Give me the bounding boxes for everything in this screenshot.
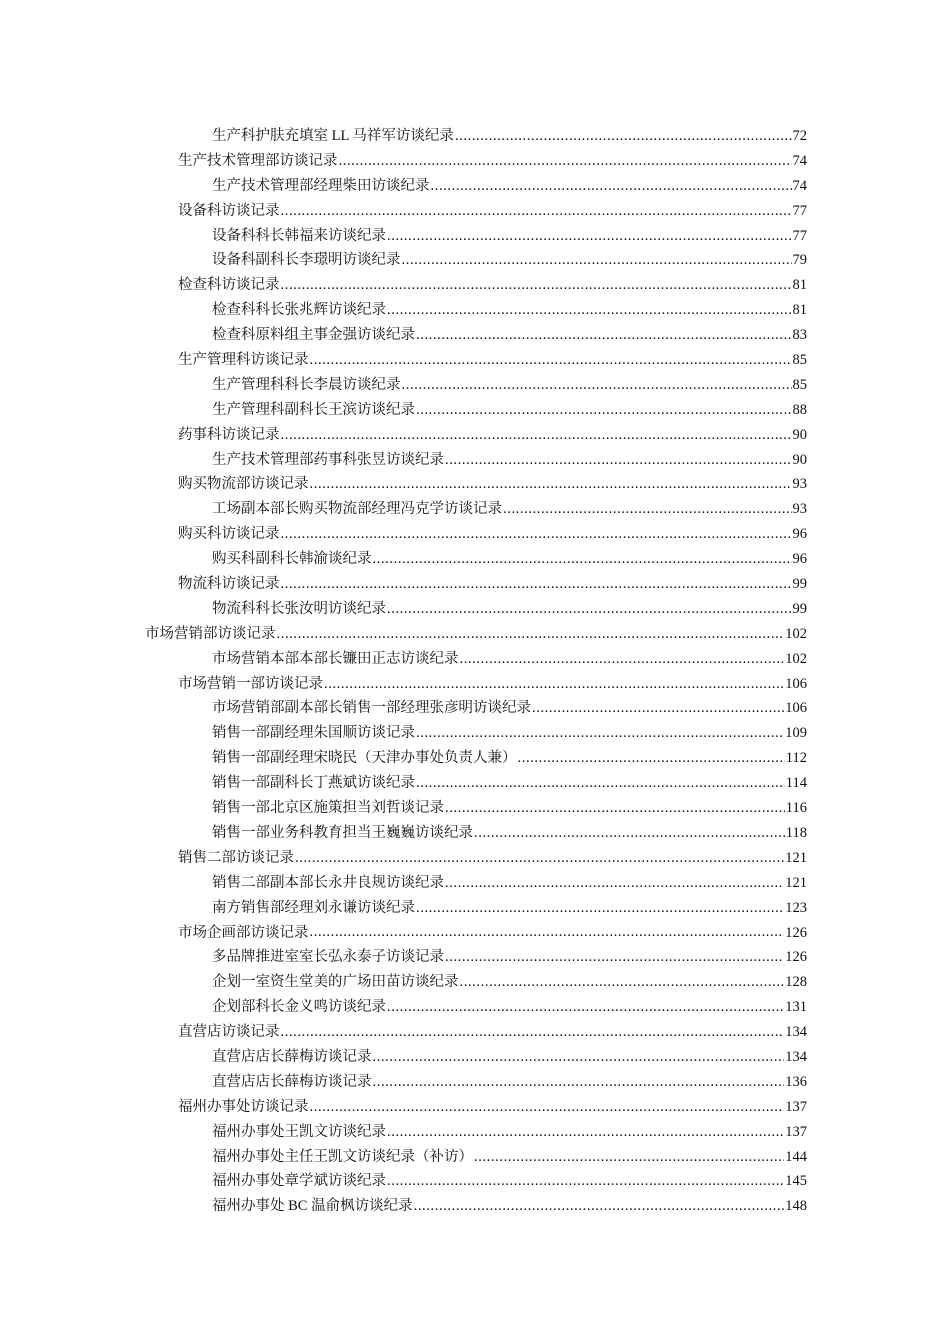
toc-dot-leader bbox=[281, 273, 792, 298]
toc-entry-page-number: 102 bbox=[785, 625, 807, 642]
toc-entry-title: 多品牌推进室室长弘永泰子访谈记录 bbox=[212, 949, 444, 966]
toc-entry[interactable] bbox=[212, 448, 807, 473]
toc-entry[interactable] bbox=[212, 1120, 807, 1145]
toc-entry-title: 销售一部副科长丁燕斌访谈纪录 bbox=[212, 775, 415, 792]
toc-dot-leader bbox=[414, 1194, 785, 1219]
toc-entry-page-number: 77 bbox=[792, 202, 807, 219]
toc-entry-title: 设备科副科长李璟明访谈纪录 bbox=[212, 252, 401, 269]
toc-dot-leader bbox=[339, 149, 792, 174]
toc-entry[interactable] bbox=[212, 124, 807, 149]
toc-entry[interactable] bbox=[145, 622, 807, 647]
toc-dot-leader bbox=[387, 995, 784, 1020]
toc-entry-title: 销售一部副经理朱国顺访谈记录 bbox=[212, 725, 415, 742]
toc-entry[interactable] bbox=[178, 348, 807, 373]
toc-entry[interactable] bbox=[212, 1070, 807, 1095]
toc-dot-leader bbox=[416, 721, 784, 746]
toc-entry-title: 检查科访谈记录 bbox=[178, 277, 280, 294]
toc-entry-title: 福州办事处访谈记录 bbox=[178, 1098, 309, 1115]
toc-dot-leader bbox=[281, 1020, 785, 1045]
toc-entry-title: 工场副本部长购买物流部经理冯克学访谈记录 bbox=[212, 501, 502, 518]
toc-entry-title: 生产管理科访谈记录 bbox=[178, 352, 309, 369]
toc-entry-page-number: 126 bbox=[785, 949, 807, 966]
toc-entry-title: 生产技术管理部经理柴田访谈纪录 bbox=[212, 177, 430, 194]
toc-entry-title: 福州办事处章学斌访谈纪录 bbox=[212, 1173, 386, 1190]
toc-entry[interactable] bbox=[212, 1169, 807, 1194]
toc-entry-title: 市场营销一部访谈记录 bbox=[178, 675, 323, 692]
toc-entry-page-number: 134 bbox=[785, 1024, 807, 1041]
toc-dot-leader bbox=[402, 373, 792, 398]
toc-entry-page-number: 81 bbox=[792, 277, 807, 294]
toc-entry-page-number: 93 bbox=[792, 501, 807, 518]
toc-entry[interactable] bbox=[212, 896, 807, 921]
toc-dot-leader bbox=[387, 298, 792, 323]
toc-entry[interactable] bbox=[212, 771, 807, 796]
toc-dot-leader bbox=[455, 124, 792, 149]
toc-entry-title: 销售二部副本部长永井良规访谈纪录 bbox=[212, 874, 444, 891]
table-of-contents bbox=[0, 124, 950, 1219]
toc-entry-title: 福州办事处 BC 温俞枫访谈纪录 bbox=[212, 1198, 413, 1215]
toc-entry-title: 检查科科长张兆辉访谈纪录 bbox=[212, 302, 386, 319]
toc-entry-page-number: 99 bbox=[792, 576, 807, 593]
toc-entry-title: 直营店访谈记录 bbox=[178, 1024, 280, 1041]
toc-entry-page-number: 137 bbox=[785, 1098, 807, 1115]
toc-entry[interactable] bbox=[178, 672, 807, 697]
toc-entry-title: 企划部科长金义鸣访谈纪录 bbox=[212, 999, 386, 1016]
toc-entry-title: 生产管理科科长李晨访谈纪录 bbox=[212, 376, 401, 393]
toc-entry-page-number: 118 bbox=[785, 824, 807, 841]
toc-entry-page-number: 116 bbox=[785, 800, 807, 817]
toc-entry-title: 物流科访谈记录 bbox=[178, 576, 280, 593]
toc-dot-leader bbox=[445, 945, 784, 970]
toc-entry-page-number: 85 bbox=[792, 376, 807, 393]
toc-entry-title: 生产管理科副科长王滨访谈纪录 bbox=[212, 401, 415, 418]
toc-entry-title: 福州办事处王凯文访谈纪录 bbox=[212, 1123, 386, 1140]
toc-dot-leader bbox=[460, 970, 785, 995]
toc-entry-title: 市场营销本部本部长镰田正志访谈纪录 bbox=[212, 650, 459, 667]
toc-entry[interactable] bbox=[212, 323, 807, 348]
toc-entry-page-number: 112 bbox=[785, 750, 807, 767]
toc-entry-page-number: 148 bbox=[785, 1198, 807, 1215]
toc-entry-page-number: 90 bbox=[792, 451, 807, 468]
toc-entry[interactable] bbox=[212, 970, 807, 995]
toc-entry[interactable] bbox=[212, 945, 807, 970]
toc-dot-leader bbox=[310, 348, 792, 373]
toc-entry-page-number: 131 bbox=[785, 999, 807, 1016]
toc-entry-title: 设备科科长韩福来访谈纪录 bbox=[212, 227, 386, 244]
toc-entry-page-number: 74 bbox=[792, 152, 807, 169]
toc-entry-page-number: 99 bbox=[792, 600, 807, 617]
toc-dot-leader bbox=[416, 771, 785, 796]
toc-entry-title: 市场企画部访谈记录 bbox=[178, 924, 309, 941]
toc-dot-leader bbox=[402, 248, 792, 273]
toc-dot-leader bbox=[416, 896, 784, 921]
toc-entry-title: 销售一部北京区施策担当刘哲谈记录 bbox=[212, 800, 444, 817]
toc-entry-page-number: 134 bbox=[785, 1048, 807, 1065]
toc-entry-page-number: 121 bbox=[785, 874, 807, 891]
toc-entry[interactable] bbox=[212, 821, 807, 846]
toc-entry[interactable] bbox=[212, 995, 807, 1020]
toc-entry-title: 销售二部访谈记录 bbox=[178, 849, 294, 866]
toc-entry[interactable] bbox=[178, 1020, 807, 1045]
toc-entry-title: 生产科护肤充填室 LL 马祥军访谈纪录 bbox=[212, 128, 454, 144]
toc-entry-title: 药事科访谈记录 bbox=[178, 426, 280, 443]
toc-entry-page-number: 106 bbox=[785, 675, 807, 692]
toc-dot-leader bbox=[532, 696, 784, 721]
toc-entry[interactable] bbox=[212, 597, 807, 622]
toc-entry[interactable] bbox=[212, 871, 807, 896]
toc-entry-page-number: 77 bbox=[792, 227, 807, 244]
toc-dot-leader bbox=[416, 398, 792, 423]
toc-entry-title: 检查科原料组主事金强访谈纪录 bbox=[212, 327, 415, 344]
toc-dot-leader bbox=[281, 572, 792, 597]
toc-dot-leader bbox=[518, 746, 785, 771]
toc-entry-page-number: 136 bbox=[785, 1073, 807, 1090]
toc-entry[interactable] bbox=[212, 647, 807, 672]
toc-entry-page-number: 93 bbox=[792, 476, 807, 493]
toc-dot-leader bbox=[445, 871, 784, 896]
toc-dot-leader bbox=[373, 1070, 785, 1095]
toc-entry-page-number: 79 bbox=[792, 252, 807, 269]
toc-dot-leader bbox=[387, 1169, 784, 1194]
toc-entry[interactable] bbox=[212, 1194, 807, 1219]
toc-entry-page-number: 96 bbox=[792, 526, 807, 543]
toc-dot-leader bbox=[310, 1095, 785, 1120]
toc-entry-page-number: 123 bbox=[785, 899, 807, 916]
toc-dot-leader bbox=[281, 199, 792, 224]
toc-dot-leader bbox=[460, 647, 785, 672]
toc-entry-page-number: 88 bbox=[792, 401, 807, 418]
toc-entry-title: 直营店店长薛梅访谈记录 bbox=[212, 1048, 372, 1065]
toc-entry-page-number: 106 bbox=[785, 700, 807, 717]
toc-entry[interactable] bbox=[178, 423, 807, 448]
toc-entry-title: 南方销售部经理刘永谦访谈纪录 bbox=[212, 899, 415, 916]
toc-dot-leader bbox=[387, 224, 792, 249]
toc-dot-leader bbox=[310, 472, 792, 497]
toc-entry-title: 购买科副科长韩渝谈纪录 bbox=[212, 551, 372, 568]
toc-entry-title: 销售一部业务科教育担当王巍巍访谈纪录 bbox=[212, 824, 473, 841]
toc-dot-leader bbox=[281, 423, 792, 448]
toc-entry-page-number: 102 bbox=[785, 650, 807, 667]
toc-entry[interactable] bbox=[178, 572, 807, 597]
toc-entry[interactable] bbox=[178, 921, 807, 946]
toc-dot-leader bbox=[431, 174, 792, 199]
toc-entry[interactable] bbox=[212, 746, 807, 771]
toc-entry[interactable] bbox=[212, 248, 807, 273]
toc-entry[interactable] bbox=[212, 696, 807, 721]
toc-dot-leader bbox=[387, 597, 792, 622]
toc-dot-leader bbox=[474, 1145, 784, 1170]
toc-dot-leader bbox=[295, 846, 784, 871]
toc-entry[interactable] bbox=[178, 149, 807, 174]
toc-entry[interactable] bbox=[212, 373, 807, 398]
toc-entry-page-number: 72 bbox=[792, 128, 807, 144]
toc-entry[interactable] bbox=[212, 174, 807, 199]
toc-entry-title: 生产技术管理部药事科张昱访谈纪录 bbox=[212, 451, 444, 468]
toc-entry-page-number: 74 bbox=[792, 177, 807, 194]
toc-entry[interactable] bbox=[178, 1095, 807, 1120]
toc-entry-page-number: 85 bbox=[792, 352, 807, 369]
toc-entry-title: 市场营销部访谈记录 bbox=[145, 625, 276, 642]
toc-entry-page-number: 137 bbox=[785, 1123, 807, 1140]
toc-entry-title: 市场营销部副本部长销售一部经理张彦明访谈纪录 bbox=[212, 700, 531, 717]
toc-entry[interactable] bbox=[212, 796, 807, 821]
toc-dot-leader bbox=[445, 448, 792, 473]
toc-entry-title: 销售一部副经理宋晓民（天津办事处负责人兼） bbox=[212, 750, 517, 767]
toc-dot-leader bbox=[445, 796, 785, 821]
toc-entry-page-number: 121 bbox=[785, 849, 807, 866]
toc-entry-title: 物流科科长张汝明访谈纪录 bbox=[212, 600, 386, 617]
toc-entry-title: 购买物流部访谈记录 bbox=[178, 476, 309, 493]
toc-entry-page-number: 96 bbox=[792, 551, 807, 568]
toc-entry-title: 生产技术管理部访谈记录 bbox=[178, 152, 338, 169]
toc-dot-leader bbox=[373, 547, 792, 572]
toc-entry-title: 购买科访谈记录 bbox=[178, 526, 280, 543]
toc-entry-page-number: 90 bbox=[792, 426, 807, 443]
toc-entry-page-number: 144 bbox=[785, 1148, 807, 1165]
toc-dot-leader bbox=[503, 497, 792, 522]
toc-entry[interactable] bbox=[178, 522, 807, 547]
toc-dot-leader bbox=[324, 672, 784, 697]
toc-dot-leader bbox=[373, 1045, 785, 1070]
toc-entry[interactable] bbox=[178, 199, 807, 224]
toc-entry-title: 企划一室资生堂美的广场田苗访谈纪录 bbox=[212, 974, 459, 991]
toc-entry-title: 福州办事处主任王凯文访谈纪录（补访） bbox=[212, 1148, 473, 1165]
toc-entry[interactable] bbox=[212, 1145, 807, 1170]
toc-entry[interactable] bbox=[212, 547, 807, 572]
toc-entry-page-number: 114 bbox=[785, 775, 807, 792]
toc-dot-leader bbox=[416, 323, 792, 348]
toc-entry-title: 设备科访谈记录 bbox=[178, 202, 280, 219]
toc-dot-leader bbox=[281, 522, 792, 547]
toc-entry[interactable] bbox=[212, 398, 807, 423]
toc-dot-leader bbox=[277, 622, 785, 647]
toc-entry[interactable] bbox=[178, 846, 807, 871]
toc-entry[interactable] bbox=[212, 721, 807, 746]
toc-entry[interactable] bbox=[178, 273, 807, 298]
toc-entry[interactable] bbox=[178, 472, 807, 497]
toc-entry-page-number: 126 bbox=[785, 924, 807, 941]
toc-dot-leader bbox=[310, 921, 785, 946]
toc-entry-title: 直营店店长薛梅访谈记录 bbox=[212, 1073, 372, 1090]
toc-entry[interactable] bbox=[212, 497, 807, 522]
toc-dot-leader bbox=[387, 1120, 784, 1145]
toc-entry-page-number: 109 bbox=[785, 725, 807, 742]
toc-entry-page-number: 128 bbox=[785, 974, 807, 991]
toc-entry-page-number: 145 bbox=[785, 1173, 807, 1190]
toc-entry[interactable] bbox=[212, 298, 807, 323]
toc-dot-leader bbox=[474, 821, 785, 846]
toc-entry-page-number: 83 bbox=[792, 327, 807, 344]
toc-entry[interactable] bbox=[212, 1045, 807, 1070]
toc-entry-page-number: 81 bbox=[792, 302, 807, 319]
toc-entry[interactable] bbox=[212, 224, 807, 249]
